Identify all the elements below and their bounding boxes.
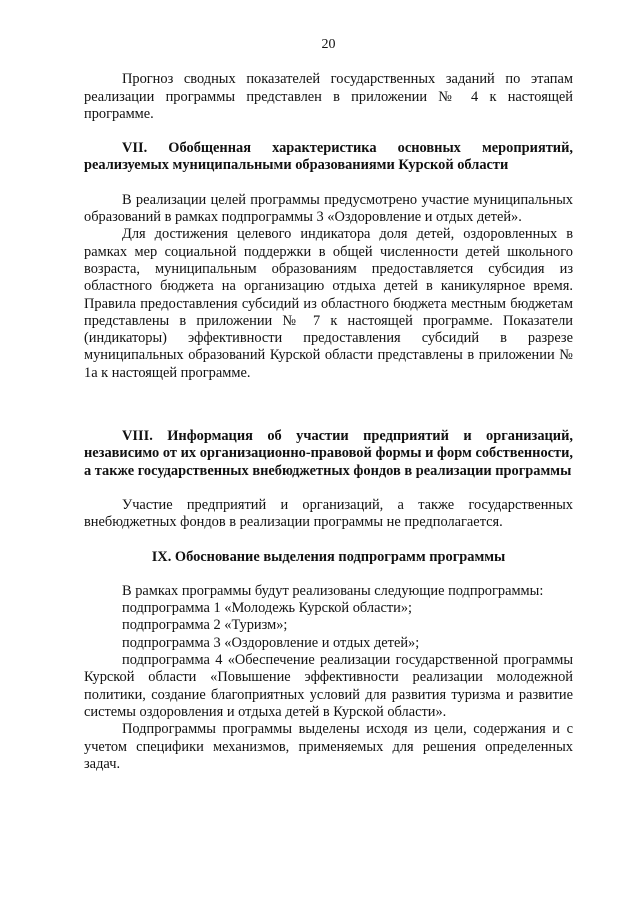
section-7-title: VII. Обобщенная характеристика основных мероприятий, реализуемых муниципальными образованиями Курской области bbox=[84, 140, 573, 174]
section-9-title: IX. Обоснование выделения подпрограмм программы bbox=[151, 548, 506, 565]
subprogram-item-1: подпрограмма 1 «Молодежь Курской области»; bbox=[122, 600, 413, 617]
subprogram-item-2: подпрограмма 2 «Туризм»; bbox=[122, 617, 288, 634]
section-7-paragraph-2: Для достижения целевого индикатора доля детей, оздоровленных в рамках мер социальной поддержки в общей численности детей школьного возраста, муниципальным образованиям предоставляется субсидия из областного бюджета на организацию отдыха детей в каникулярное время. Правила предоставления субсидий из областного бюджета местным бюджетам представлены в приложении № 7 к настоящей программе. Показатели (индикаторы) эффективности предоставления субсидий в разрезе муниципальных образований Курской области представлены в приложении № 1а к настоящей программе. bbox=[84, 226, 573, 381]
section-9-lead: В рамках программы будут реализованы следующие подпрограммы: bbox=[122, 582, 544, 599]
section-8-title: VIII. Информация об участии предприятий и организаций, независимо от их организационно-правовой формы и форм собственности, а также государственных внебюджетных фондов в реализации программы bbox=[84, 428, 573, 479]
intro-paragraph: Прогноз сводных показателей государственных заданий по этапам реализации программы представлен в приложении № 4 к настоящей программе. bbox=[84, 71, 573, 122]
section-7-paragraph-1: В реализации целей программы предусмотрено участие муниципальных образований в рамках подпрограммы 3 «Оздоровление и отдых детей». bbox=[84, 191, 573, 226]
section-8-paragraph-1: Участие предприятий и организаций, а также государственных внебюджетных фондов в реализации программы не предполагается. bbox=[84, 496, 573, 531]
page-number: 20 bbox=[321, 37, 336, 52]
subprogram-item-3: подпрограмма 3 «Оздоровление и отдых детей»; bbox=[122, 634, 420, 651]
section-9-closing: Подпрограммы программы выделены исходя из цели, содержания и с учетом специфики механизмов, применяемых для решения определенных задач. bbox=[84, 721, 573, 772]
subprogram-item-4: подпрограмма 4 «Обеспечение реализации государственной программы Курской области «Повышение эффективности реализации молодежной политики, создание благоприятных условий для развития туризма и развитие системы оздоровления и отдыха детей в Курской области». bbox=[84, 652, 573, 720]
